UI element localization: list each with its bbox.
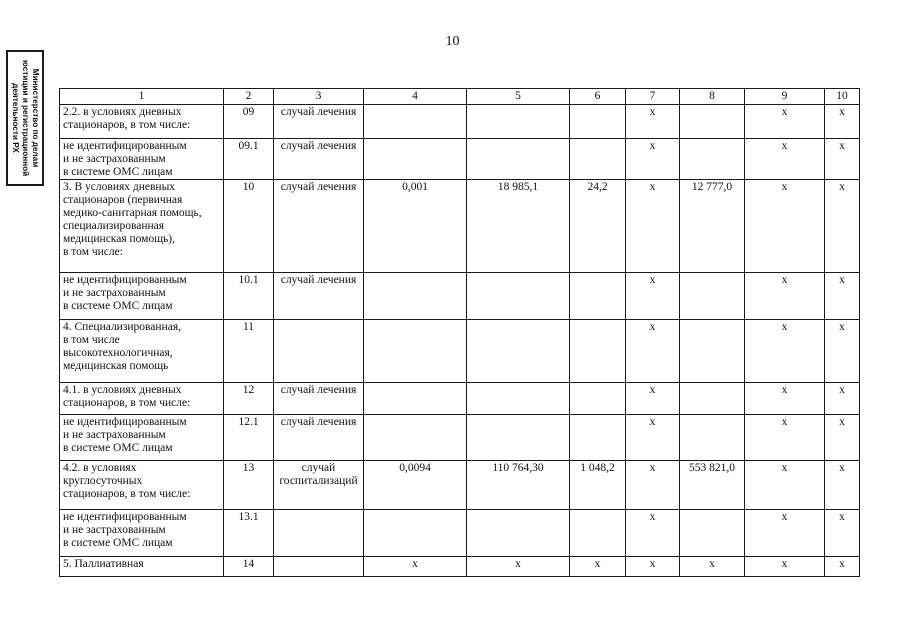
table-cell-c6 [570, 415, 626, 461]
table-cell-c9: х [745, 180, 825, 273]
table-cell-c10: х [825, 415, 860, 461]
table-row [60, 461, 860, 510]
registration-stamp [6, 50, 44, 186]
stamp-line: Министерство по делам [31, 68, 40, 168]
table-row [60, 180, 860, 273]
table-cell-c9: х [745, 510, 825, 557]
table-cell-c4: 0,001 [364, 180, 467, 273]
table-cell-c7: х [626, 273, 680, 320]
table-cell-c1: не идентифицированным и не застрахованным в системе ОМС лицам [60, 139, 224, 180]
table-cell-c4 [364, 510, 467, 557]
table-cell-c6 [570, 320, 626, 383]
table-cell-c5: 18 985,1 [467, 180, 570, 273]
table-cell-c6: х [570, 557, 626, 577]
table-cell-c9: х [745, 320, 825, 383]
table-cell-c3 [274, 320, 364, 383]
column-header: 2 [224, 89, 274, 105]
table-cell-c8 [680, 105, 745, 139]
table-cell-c3: случай лечения [274, 180, 364, 273]
table-cell-c3 [274, 557, 364, 577]
table-cell-c2: 09 [224, 105, 274, 139]
table-cell-c2: 14 [224, 557, 274, 577]
table-cell-c1: не идентифицированным и не застрахованным в системе ОМС лицам [60, 415, 224, 461]
column-header: 6 [570, 89, 626, 105]
table-cell-c5 [467, 320, 570, 383]
table-cell-c8 [680, 320, 745, 383]
table-cell-c7: х [626, 105, 680, 139]
table-cell-c2: 10.1 [224, 273, 274, 320]
table-cell-c5 [467, 139, 570, 180]
table-cell-c1: 2.2. в условиях дневных стационаров, в том числе: [60, 105, 224, 139]
table-cell-c4 [364, 273, 467, 320]
table-cell-c7: х [626, 415, 680, 461]
table-cell-c3: случай лечения [274, 273, 364, 320]
table-cell-c2: 13 [224, 461, 274, 510]
table-cell-c4 [364, 105, 467, 139]
table-cell-c3: случай лечения [274, 105, 364, 139]
column-header: 5 [467, 89, 570, 105]
table-cell-c5 [467, 415, 570, 461]
table-cell-c6 [570, 105, 626, 139]
table-cell-c2: 09.1 [224, 139, 274, 180]
table-cell-c10: х [825, 461, 860, 510]
table-cell-c1: не идентифицированным и не застрахованным в системе ОМС лицам [60, 273, 224, 320]
table-cell-c3: случай госпитализаций [274, 461, 364, 510]
stamp-text [10, 53, 40, 183]
table-cell-c1: 3. В условиях дневных стационаров (первичная медико-санитарная помощь, специализированная медицинская помощь), в том числе: [60, 180, 224, 273]
table-cell-c8 [680, 510, 745, 557]
table-cell-c3: случай лечения [274, 383, 364, 415]
table-cell-c10: х [825, 510, 860, 557]
table-cell-c10: х [825, 320, 860, 383]
table-cell-c8 [680, 383, 745, 415]
column-header: 3 [274, 89, 364, 105]
table-cell-c10: х [825, 557, 860, 577]
table-cell-c6 [570, 383, 626, 415]
table-cell-c5 [467, 273, 570, 320]
table-row [60, 139, 860, 180]
table-cell-c9: х [745, 139, 825, 180]
table-row [60, 320, 860, 383]
table-cell-c9: х [745, 557, 825, 577]
table-cell-c10: х [825, 139, 860, 180]
table-cell-c10: х [825, 180, 860, 273]
table-cell-c7: х [626, 461, 680, 510]
table-row [60, 273, 860, 320]
table-cell-c2: 12 [224, 383, 274, 415]
stamp-line: деятельности РХ [11, 83, 20, 153]
table-cell-c9: х [745, 461, 825, 510]
table-cell-c1: 4.2. в условиях круглосуточных стационаров, в том числе: [60, 461, 224, 510]
column-header: 8 [680, 89, 745, 105]
table-cell-c4 [364, 320, 467, 383]
table-cell-c2: 13.1 [224, 510, 274, 557]
column-header: 9 [745, 89, 825, 105]
table-cell-c1: не идентифицированным и не застрахованным в системе ОМС лицам [60, 510, 224, 557]
table-cell-c2: 11 [224, 320, 274, 383]
stamp-line: юстиции и регистрационной [21, 59, 30, 177]
table-cell-c3: случай лечения [274, 139, 364, 180]
table-cell-c4: х [364, 557, 467, 577]
page-number: 10 [445, 34, 460, 49]
table-cell-c5 [467, 510, 570, 557]
column-header: 1 [60, 89, 224, 105]
table-cell-c6 [570, 139, 626, 180]
table-cell-c7: х [626, 320, 680, 383]
table-cell-c8: 12 777,0 [680, 180, 745, 273]
table-cell-c1: 4.1. в условиях дневных стационаров, в том числе: [60, 383, 224, 415]
table-cell-c4 [364, 415, 467, 461]
table-header-row [60, 89, 860, 105]
table-cell-c9: х [745, 415, 825, 461]
table-cell-c8 [680, 415, 745, 461]
table-cell-c3 [274, 510, 364, 557]
data-table [59, 88, 860, 577]
table-cell-c10: х [825, 273, 860, 320]
table-cell-c7: х [626, 510, 680, 557]
table-cell-c1: 5. Паллиативная [60, 557, 224, 577]
table-cell-c6: 24,2 [570, 180, 626, 273]
table-cell-c4 [364, 139, 467, 180]
table-cell-c8 [680, 273, 745, 320]
table-row [60, 557, 860, 577]
table-cell-c5: 110 764,30 [467, 461, 570, 510]
table-cell-c10: х [825, 105, 860, 139]
table-row [60, 415, 860, 461]
table-cell-c4: 0,0094 [364, 461, 467, 510]
table-cell-c5: х [467, 557, 570, 577]
column-header: 7 [626, 89, 680, 105]
table-cell-c3: случай лечения [274, 415, 364, 461]
table-row [60, 383, 860, 415]
table-cell-c8: х [680, 557, 745, 577]
table-row [60, 105, 860, 139]
table-cell-c7: х [626, 557, 680, 577]
table-cell-c7: х [626, 383, 680, 415]
table-cell-c2: 12.1 [224, 415, 274, 461]
table-cell-c2: 10 [224, 180, 274, 273]
table-cell-c7: х [626, 180, 680, 273]
table-cell-c6 [570, 510, 626, 557]
table-cell-c6: 1 048,2 [570, 461, 626, 510]
table-cell-c1: 4. Специализированная, в том числе высокотехнологичная, медицинская помощь [60, 320, 224, 383]
table-cell-c9: х [745, 105, 825, 139]
column-header: 10 [825, 89, 860, 105]
table-cell-c7: х [626, 139, 680, 180]
table-cell-c5 [467, 105, 570, 139]
table-cell-c8: 553 821,0 [680, 461, 745, 510]
table-cell-c4 [364, 383, 467, 415]
table-row [60, 510, 860, 557]
table-cell-c8 [680, 139, 745, 180]
table-cell-c10: х [825, 383, 860, 415]
table-cell-c9: х [745, 383, 825, 415]
table-cell-c5 [467, 383, 570, 415]
table-cell-c9: х [745, 273, 825, 320]
table-cell-c6 [570, 273, 626, 320]
column-header: 4 [364, 89, 467, 105]
